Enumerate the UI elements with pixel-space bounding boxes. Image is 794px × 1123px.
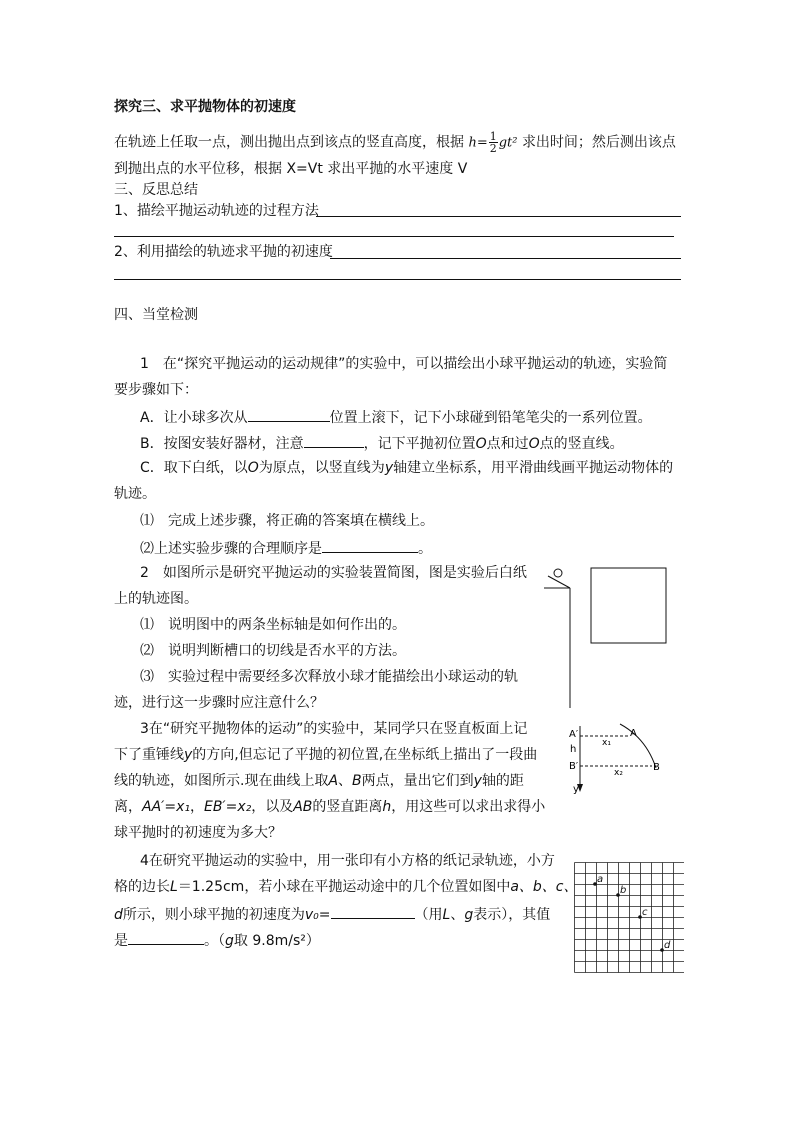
label-point-b: b [620,885,627,896]
p4-line-3-pre: 所示，则小球平抛的初速度为 [122,907,305,923]
p4-line-4-post1: 。（ [204,933,225,949]
label-b-prime: B′ [569,761,579,772]
section3-line1-b: 求出时间；然后测出该点 [521,134,676,151]
p3-line-5: 球平抛时的初速度为多大？ [114,825,282,841]
label-point-d: d [664,940,671,951]
reflection-q1: 1、描绘平抛运动轨迹的过程方法 [114,203,319,219]
p2-intro-2: 上的轨迹图。 [114,591,198,607]
p3-line-4-aa: AA′=x₁ [142,799,190,815]
label-y: y [573,784,579,795]
p3-line-3-mid: 两点，量出它们到 [361,773,474,789]
p1-step-c-y: y [384,460,394,476]
p1-step-b-post2: 点和过 [486,436,529,452]
p4-line-2-mid: ＝1.25cm，若小球在平抛运动途中的几个位置如图中 [177,879,511,895]
section3-line1-a: 在轨迹上任取一点，测出抛出点到该点的竖直高度，根据 [114,134,464,151]
p1-step-b-pre: B．按图安装好器材，注意 [140,436,304,452]
p3-line-2-post: 的方向,但忘记了平抛的初位置,在坐标纸上描出了一段曲 [192,747,538,763]
formula-fraction [489,131,498,154]
p4-line-3-post2: 表示），其值 [473,907,551,923]
p3-line-4-bb: EB′=x₂ [203,799,252,815]
formula-denominator: 2 [489,142,497,155]
p2-sub-2: ⑵ 说明判断槽口的切线是否水平的方法。 [140,643,406,659]
section3-line1 [114,131,676,154]
trajectory-curve [620,724,656,768]
p1-step-a-pre: A．让小球多次从 [140,410,248,426]
label-point-a: a [597,874,604,885]
p1-blank-a[interactable] [248,408,330,422]
p3-line-3-pre: 线的轨迹，如图所示.现在曲线上取 [114,773,329,789]
p4-line-4-g: g [225,933,234,949]
formula-numerator: 1 [489,130,497,143]
p1-step-b-post1: ，记下平抛初位置 [363,436,476,452]
grid-points [593,882,664,952]
p4-blank-v0[interactable] [331,905,415,919]
p4-line-3-L: L [442,907,451,923]
label-h: h [570,744,577,755]
label-a: A [630,728,637,739]
ramp-icon [544,569,570,708]
p1-step-a-post: 位置上滚下，记下小球碰到铅笔笔尖的一系列位置。 [329,410,652,426]
white-paper-board [591,568,666,643]
p3-line-3 [114,773,524,789]
section3-line2: 到抛出点的水平位移，根据 X=Vt 求出平抛的水平速度 V [114,161,468,177]
p3-line-4 [114,799,545,815]
label-x1: x₁ [602,738,611,748]
p1-step-b-o1: O [475,436,487,452]
p4-line-2-L: L [170,879,178,895]
p1-blank-order[interactable] [322,539,418,553]
answer-line-q1[interactable] [316,216,681,217]
reflection-title: 三、反思总结 [114,182,198,198]
p2-sub-1: ⑴ 说明图中的两条坐标轴是如何作出的。 [140,617,406,633]
p1-intro-2: 要步骤如下： [114,382,198,398]
p2-intro-1: 2 如图所示是研究平抛运动的实验装置简图，图是实验后白纸 [140,565,527,581]
section3-title: 探究三、求平抛物体的初速度 [114,99,296,115]
p3-line-3-b: B [352,773,362,789]
answer-line-q2-b[interactable] [114,279,681,280]
p3-line-1: 3在“研究平抛物体的运动”的实验中，某同学只在竖直板面上记 [140,721,528,737]
p2-sub-3b: 迹，进行这一步骤时应注意什么？ [114,695,324,711]
p1-intro-1: 1 在“探究平抛运动的运动规律”的实验中，可以描绘出小球平抛运动的轨迹，实验简 [140,356,668,372]
p1-sub-2-pre: ⑵上述实验步骤的合理顺序是 [140,541,322,557]
p4-line-2-abc: a、b、c、 [510,879,578,895]
p4-line-3-sep: 、 [450,907,465,923]
p1-step-b [140,434,624,452]
apparatus-figure [540,558,670,708]
p1-sub-2 [140,539,432,557]
p3-line-3-post: 轴的距 [481,773,524,789]
p4-line-4-pre: 是 [114,933,128,949]
p1-step-c-pre: C．取下白纸，以 [140,460,248,476]
p1-sub-1: ⑴ 完成上述步骤，将正确的答案填在横线上。 [140,513,434,529]
p4-line-3-d: d [114,907,123,923]
p4-line-3 [114,905,550,923]
p3-line-2 [114,747,537,763]
check-title: 四、当堂检测 [114,307,198,323]
p1-step-b-o2: O [528,436,540,452]
p3-line-2-pre: 下了重锤线 [114,747,184,763]
p4-line-2-pre: 格的边长 [114,879,170,895]
p3-line-4-sep1: ， [189,799,204,815]
p4-line-2 [114,879,578,895]
p1-step-c-o: O [247,460,259,476]
p1-step-c-mid: 为原点，以竖直线为 [258,460,385,476]
grid-lines [575,863,685,973]
formula-rhs: gt² [498,135,518,151]
p3-line-4-sep2: ，以及 [251,799,294,815]
p1-step-b-post3: 点的竖直线。 [539,436,624,452]
p4-blank-value[interactable] [128,931,204,945]
p3-line-4-pre: 离， [114,799,142,815]
label-point-c: c [642,907,648,918]
p1-blank-b[interactable] [304,434,364,448]
reflection-q2: 2、利用描绘的轨迹求平抛的初速度 [114,244,333,260]
label-a-prime: A′ [569,729,579,740]
answer-line-q1-b[interactable] [114,236,674,237]
p1-sub-2-post: 。 [418,541,432,557]
p3-line-4-post: ，用这些可以求出求得小 [391,799,546,815]
p1-step-c-2: 轨迹。 [114,486,156,502]
p3-line-4-mid: 的竖直距离 [312,799,383,815]
p4-line-1: 4在研究平抛运动的实验中，用一张印有小方格的纸记录轨迹，小方 [140,853,555,869]
p3-line-4-h: h [382,799,392,815]
p4-line-3-g: g [464,907,474,923]
p3-line-2-y: y [184,747,193,763]
p4-line-4-post2: 取 9.8m/s²） [233,933,320,949]
p1-step-c [140,460,673,476]
trajectory-figure [562,722,674,797]
p3-line-3-a: A [328,773,339,789]
p1-step-c-post: 轴建立坐标系，用平滑曲线画平抛运动物体的 [393,460,674,476]
answer-line-q2[interactable] [330,258,681,259]
p3-line-3-y: y [473,773,482,789]
p3-line-3-sep: 、 [338,773,353,789]
grid-figure [574,862,684,974]
p1-step-a [140,408,652,426]
p4-line-3-v0: v₀= [304,907,331,923]
p2-sub-3: ⑶ 实验过程中需要经多次释放小球才能描绘出小球运动的轨 [140,669,518,685]
formula-lhs: h= [468,135,488,151]
p4-line-4 [114,931,320,949]
p4-line-3-post1: （用 [414,907,443,923]
p3-line-4-ab: AB [293,799,313,815]
label-x2: x₂ [614,768,623,778]
label-b: B [653,762,660,773]
